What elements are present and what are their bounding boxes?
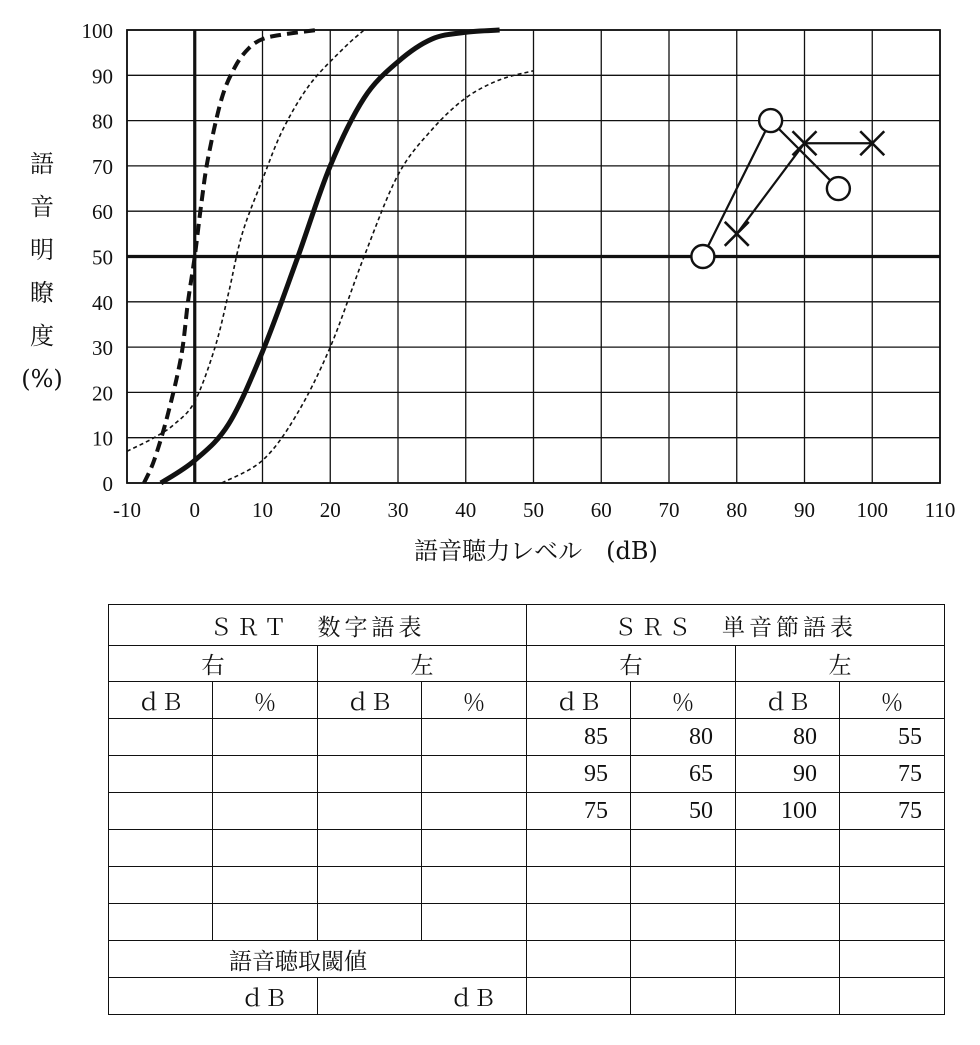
table-row (109, 756, 945, 793)
x-tick-label: 50 (523, 498, 544, 522)
table-row (109, 978, 945, 1015)
y-tick-label: 10 (92, 426, 113, 451)
y-tick-label: 100 (81, 19, 113, 43)
srs-left-pct: 75 (840, 793, 945, 830)
x-axis-title: 語音聴力レベル (dB) (414, 537, 658, 565)
lower-range-curve (222, 71, 534, 483)
srt-left-ear-label: 左 (318, 646, 527, 682)
right-ear-circle-marker (827, 177, 850, 200)
srs-left-db: 80 (736, 719, 840, 756)
table-row (109, 904, 945, 941)
y-tick-label: 90 (92, 64, 113, 89)
y-axis-title-char: (%) (21, 365, 63, 393)
y-tick-label: 50 (92, 245, 113, 270)
col-header-db: ｄＢ (318, 682, 422, 719)
srs-right-pct: 50 (631, 793, 736, 830)
grid (127, 30, 940, 483)
srs-right-db: 95 (527, 756, 631, 793)
srt-title: ＳＲＴ 数字語表 (109, 605, 527, 646)
x-tick-label: 70 (658, 498, 680, 522)
table-row (109, 719, 945, 756)
x-tick-label: 90 (794, 498, 815, 522)
x-tick-label: 100 (856, 498, 888, 522)
srs-left-ear-label: 左 (736, 646, 945, 682)
col-header-db: ｄＢ (109, 682, 213, 719)
right-ear-circle-marker (691, 245, 714, 268)
srs-left-db: 90 (736, 756, 840, 793)
y-axis-title-char: 明 (30, 236, 54, 264)
x-tick-label: -10 (113, 498, 141, 522)
speech-results-table (108, 604, 945, 1015)
srs-left-db: 100 (736, 793, 840, 830)
y-axis-title-char: 音 (30, 193, 54, 221)
srs-right-db: 75 (527, 793, 631, 830)
x-tick-label: 30 (387, 498, 409, 522)
srs-title: ＳＲＳ 単音節語表 (527, 605, 945, 646)
x-tick-label: 40 (455, 498, 477, 522)
srs-right-pct: 80 (631, 719, 736, 756)
table-row (109, 941, 945, 978)
col-header-db: ｄＢ (736, 682, 840, 719)
threshold-left-db: ｄＢ (318, 978, 527, 1015)
y-tick-label: 70 (92, 154, 113, 179)
x-tick-label: 110 (924, 498, 956, 522)
y-axis-title-char: 度 (30, 322, 54, 350)
srs-right-pct: 65 (631, 756, 736, 793)
y-axis-title-char: 語 (30, 150, 54, 178)
x-tick-label: 0 (189, 498, 200, 522)
srs-left-pct: 75 (840, 756, 945, 793)
y-tick-label: 40 (92, 290, 113, 315)
data-series (691, 109, 884, 268)
y-tick-label: 80 (92, 109, 113, 134)
x-tick-label: 80 (726, 498, 748, 522)
table-row (109, 793, 945, 830)
col-header-pct: ％ (840, 682, 945, 719)
x-tick-label: 10 (252, 498, 273, 522)
srs-left-pct: 55 (840, 719, 945, 756)
y-tick-label: 60 (92, 200, 113, 225)
col-header-pct: ％ (422, 682, 527, 719)
y-tick-label: 30 (92, 336, 113, 361)
table-row (109, 867, 945, 904)
col-header-pct: ％ (631, 682, 736, 719)
col-header-pct: ％ (213, 682, 318, 719)
srs-right-db: 85 (527, 719, 631, 756)
srt-right-ear-label: 右 (109, 646, 318, 682)
y-tick-label: 20 (92, 381, 113, 406)
table-row (109, 830, 945, 867)
right-ear-circle-marker (759, 109, 782, 132)
threshold-label: 語音聴取閾値 (109, 941, 527, 978)
col-header-db: ｄＢ (527, 682, 631, 719)
x-tick-label: 20 (319, 498, 341, 522)
y-axis-title-char: 瞭 (30, 279, 54, 307)
srs-right-ear-label: 右 (527, 646, 736, 682)
y-tick-label: 0 (102, 472, 113, 496)
threshold-right-db: ｄＢ (109, 978, 318, 1015)
x-tick-label: 60 (590, 498, 612, 522)
